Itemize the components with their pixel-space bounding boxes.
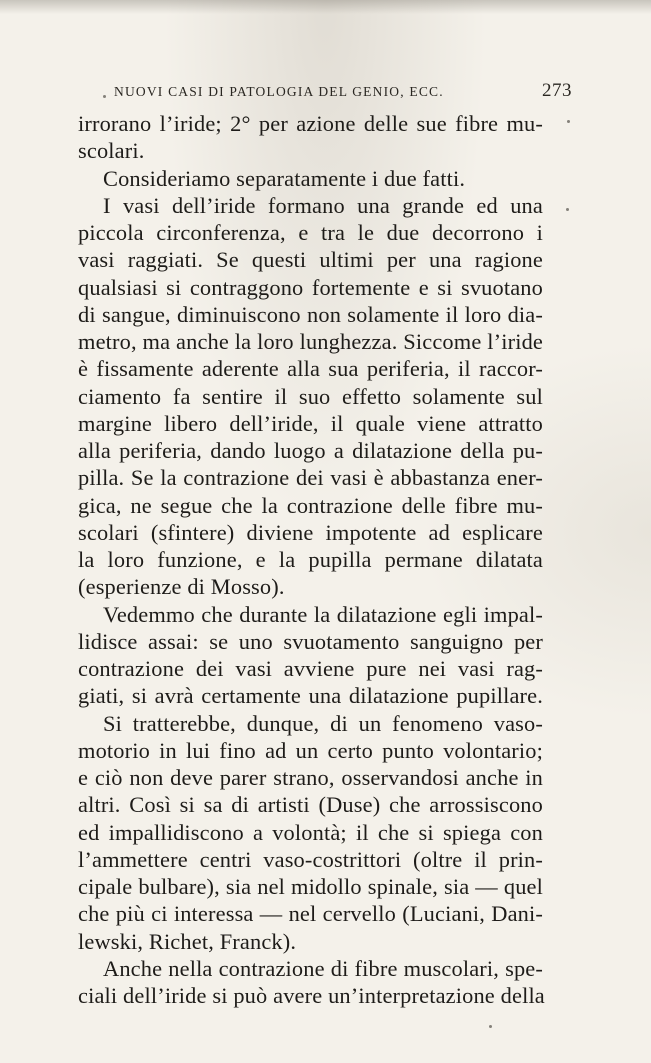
paragraph-start-line: Anche nella contrazione di fibre muscolari, spe-: [103, 955, 543, 981]
text-line: la loro funzione, e la pupilla permane dilatata: [78, 547, 543, 572]
paragraph-start-line: Vedemmo che durante la dilatazione egli impal-: [103, 601, 543, 627]
text-line: alla periferia, dando luogo a dilatazione della pu-: [78, 438, 543, 463]
paper-speck: [103, 95, 106, 98]
text-line: gica, ne segue che la contrazione delle fibre mu-: [78, 492, 543, 518]
text-line: contrazione dei vasi avviene pure nei vasi rag-: [78, 656, 543, 681]
paper-speck: [566, 208, 569, 211]
text-line: altri. Così si sa di artisti (Duse) che arrossiscono: [78, 792, 543, 818]
text-line: margine libero dell’iride, il quale viene attratto: [78, 410, 543, 436]
paper-speck: [567, 120, 570, 123]
text-line: lewski, Richet, Franck).: [78, 928, 297, 954]
text-line: scolari (sfintere) diviene impotente ad esplicare: [78, 519, 543, 545]
text-line: l’ammettere centri vaso-costrittori (oltre il prin-: [78, 846, 543, 872]
text-line: e ciò non deve parer strano, osservandosi anche in: [78, 765, 543, 790]
text-line: di sangue, diminuiscono non solamente il loro dia-: [78, 301, 543, 327]
text-line: ed impallidiscono a volontà; il che si spiega con: [78, 819, 543, 845]
running-head: [114, 82, 572, 104]
page-top-shadow: [0, 0, 651, 14]
running-title: NUOVI CASI DI PATOLOGIA DEL GENIO, ECC.: [114, 84, 444, 99]
paragraph-start-line: Consideriamo separatamente i due fatti.: [103, 165, 466, 191]
text-line: metro, ma anche la loro lunghezza. Siccome l’iride: [78, 329, 543, 354]
text-line: lidisce assai: se uno svuotamento sanguigno per: [78, 628, 543, 654]
text-line: irrorano l’iride; 2° per azione delle sue fibre mu-: [78, 111, 543, 136]
text-line: ciali dell’iride si può avere un’interpretazione della: [78, 983, 545, 1008]
text-line: piccola circonferenza, e tra le due decorrono i: [78, 220, 543, 245]
text-line: motorio in lui fino ad un certo punto volontario;: [78, 737, 543, 763]
text-line: vasi raggiati. Se questi ultimi per una ragione: [78, 247, 543, 273]
text-line: pilla. Se la contrazione dei vasi è abbastanza ener-: [78, 465, 543, 491]
text-line: ciamento fa sentire il suo effetto solamente sul: [78, 383, 543, 409]
page-number: 273: [542, 80, 572, 101]
text-line: scolari.: [78, 138, 145, 164]
text-line: cipale bulbare), sia nel midollo spinale, sia — quel: [78, 874, 543, 899]
text-line: che più ci interessa — nel cervello (Luciani, Dani-: [78, 901, 543, 927]
paragraph-start-line: I vasi dell’iride formano una grande ed una: [103, 192, 543, 218]
paragraph-start-line: Si tratterebbe, dunque, di un fenomeno vaso-: [103, 710, 543, 736]
text-line: è fissamente aderente alla sua periferia, il raccor-: [78, 356, 543, 382]
text-line: qualsiasi si contraggono fortemente e si svuotano: [78, 274, 543, 300]
body-text: [78, 110, 543, 1009]
text-line: giati, si avrà certamente una dilatazione pupillare.: [78, 683, 543, 709]
text-line: (esperienze di Mosso).: [78, 574, 285, 600]
paper-speck: [489, 1025, 492, 1028]
